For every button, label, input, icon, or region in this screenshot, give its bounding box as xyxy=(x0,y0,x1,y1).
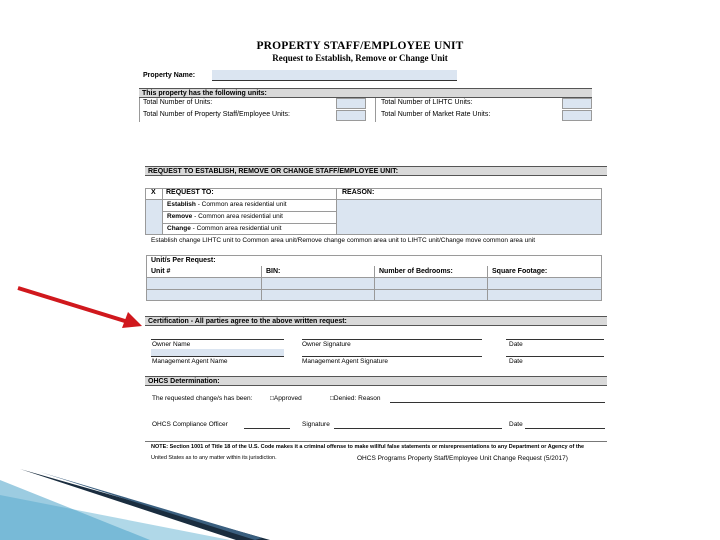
units-divider-1 xyxy=(261,266,262,301)
denied-reason-line xyxy=(390,402,605,403)
request-section-header: REQUEST TO ESTABLISH, REMOVE OR CHANGE STAFF/EMPLOYEE UNIT: xyxy=(145,166,607,176)
units-col-bedrooms: Number of Bedrooms: xyxy=(379,268,453,275)
slide-corner-decoration xyxy=(0,455,300,540)
form-subtitle: Request to Establish, Remove or Change Unit xyxy=(272,53,448,63)
units-section-header: This property has the following units: xyxy=(139,88,592,98)
agent-date-line xyxy=(506,356,604,357)
units-request-header: Unit/s Per Request: xyxy=(151,257,216,264)
footer-note-2: United States as to any matter within its jurisdiction. xyxy=(151,455,277,461)
request-reason-field[interactable] xyxy=(337,200,601,234)
request-row-remove: Remove - Common area residential unit xyxy=(167,213,283,220)
ohcs-officer-label: OHCS Compliance Officer xyxy=(152,421,228,428)
owner-date-label: Date xyxy=(509,341,523,348)
total-lihtc-field[interactable] xyxy=(562,98,592,109)
units-col-bin: BIN: xyxy=(266,268,281,275)
ohcs-officer-line xyxy=(244,428,290,429)
property-name-field[interactable] xyxy=(212,70,457,81)
request-row-establish: Establish - Common area residential unit xyxy=(167,201,287,208)
ohcs-header: OHCS Determination: xyxy=(145,376,607,386)
units-col-unit: Unit # xyxy=(151,268,171,275)
footer-form-id: OHCS Programs Property Staff/Employee Unit Change Request (5/2017) xyxy=(357,455,568,462)
owner-signature-line xyxy=(302,339,482,340)
request-row-change: Change - Common area residential unit xyxy=(167,225,282,232)
total-lihtc-label: Total Number of LIHTC Units: xyxy=(381,99,473,106)
request-col-reason: REASON: xyxy=(342,189,375,196)
request-col-request: REQUEST TO: xyxy=(166,189,214,196)
total-units-field[interactable] xyxy=(336,98,366,109)
owner-signature-label: Owner Signature xyxy=(302,341,351,348)
total-units-label: Total Number of Units: xyxy=(143,99,213,106)
ohcs-signature-label: Signature xyxy=(302,421,330,428)
agent-signature-line xyxy=(302,356,482,357)
ohcs-date-label: Date xyxy=(509,421,523,428)
total-market-label: Total Number of Market Rate Units: xyxy=(381,111,491,118)
owner-name-line xyxy=(151,339,284,340)
units-divider-3 xyxy=(487,266,488,301)
total-market-field[interactable] xyxy=(562,110,592,121)
agent-date-label: Date xyxy=(509,358,523,365)
owner-name-label: Owner Name xyxy=(152,341,191,348)
form-title: PROPERTY STAFF/EMPLOYEE UNIT xyxy=(256,40,464,52)
units-col-sqft: Square Footage: xyxy=(492,268,548,275)
footer-rule xyxy=(145,441,607,442)
owner-date-line xyxy=(506,339,604,340)
ohcs-date-line xyxy=(525,428,605,429)
total-staff-units-label: Total Number of Property Staff/Employee Units: xyxy=(143,111,290,118)
ohcs-signature-line xyxy=(334,428,502,429)
approved-checkbox[interactable]: □Approved xyxy=(270,395,302,402)
ohcs-changes-label: The requested change/s has been: xyxy=(152,395,253,402)
denied-checkbox[interactable]: □Denied: Reason xyxy=(330,395,381,402)
units-divider-2 xyxy=(374,266,375,301)
request-note: Establish change LIHTC unit to Common area unit/Remove change common area unit to LIHTC unit/Change move common area unit xyxy=(151,237,536,244)
total-staff-units-field[interactable] xyxy=(336,110,366,121)
red-arrow-icon xyxy=(10,280,150,340)
agent-name-field[interactable] xyxy=(151,349,284,357)
footer-note-1: NOTE: Section 1001 of Title 18 of the U.S. Code makes it a criminal offense to make willful false statements or misrepresentations to any Department or Agency of the xyxy=(151,444,585,450)
units-mid-border xyxy=(375,98,376,122)
certification-header: Certification - All parties agree to the above written request: xyxy=(145,316,607,326)
request-checkbox-column[interactable] xyxy=(146,200,162,234)
agent-name-label: Management Agent Name xyxy=(152,358,228,365)
property-name-label: Property Name: xyxy=(143,72,196,79)
agent-signature-label: Management Agent Signature xyxy=(302,358,389,365)
units-left-border xyxy=(139,98,140,122)
request-col-x: X xyxy=(151,189,156,196)
